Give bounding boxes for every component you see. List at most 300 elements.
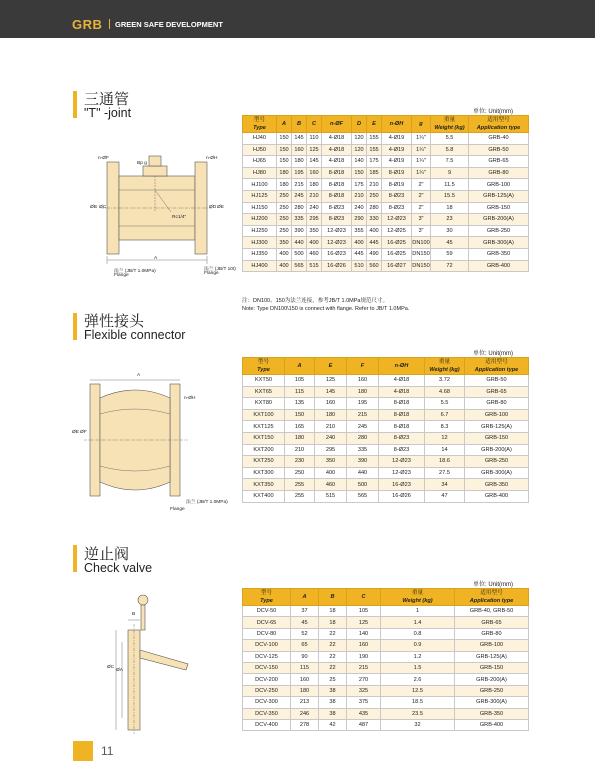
table-cell: KXT125 bbox=[243, 421, 285, 433]
check-label-a: ØA bbox=[116, 668, 123, 673]
table-cell: 3" bbox=[412, 214, 431, 226]
column-header-en: Weight (kg) bbox=[402, 598, 433, 604]
table-cell: GRB-65 bbox=[465, 386, 529, 398]
table-cell: 565 bbox=[347, 490, 379, 502]
table-cell: 335 bbox=[347, 444, 379, 456]
table-header-row bbox=[243, 589, 529, 606]
table-cell: 16-Ø26 bbox=[322, 260, 352, 272]
column-header-en: B bbox=[296, 121, 302, 127]
column-header bbox=[347, 358, 379, 375]
table-cell: 180 bbox=[315, 409, 347, 421]
table-row bbox=[243, 133, 529, 145]
table-cell: 155 bbox=[367, 133, 382, 145]
table-cell: KXT400 bbox=[243, 490, 285, 502]
table-cell: 390 bbox=[347, 456, 379, 468]
brand-logo: GRB bbox=[72, 17, 103, 32]
table-cell: 560 bbox=[367, 260, 382, 272]
table-cell: 4-Ø18 bbox=[379, 375, 425, 387]
table-cell: 355 bbox=[352, 225, 367, 237]
table-cell: GRB-150 bbox=[455, 662, 529, 673]
table-cell: 215 bbox=[347, 662, 381, 673]
table-cell: 42 bbox=[319, 719, 347, 730]
table-row bbox=[243, 421, 529, 433]
table-row bbox=[243, 651, 529, 662]
table-cell: 160 bbox=[315, 398, 347, 410]
table-cell: GRB-150 bbox=[469, 202, 529, 214]
table-cell: DCV-200 bbox=[243, 674, 291, 685]
table-cell: 105 bbox=[347, 606, 381, 617]
table-cell: 15.5 bbox=[431, 190, 469, 202]
table-cell: 5.8 bbox=[431, 144, 469, 156]
table-cell: DCV-65 bbox=[243, 617, 291, 628]
table-cell: 120 bbox=[352, 133, 367, 145]
table-cell: 210 bbox=[315, 421, 347, 433]
column-header bbox=[277, 116, 292, 133]
table-cell: 65 bbox=[291, 640, 319, 651]
table-cell: DCV-400 bbox=[243, 719, 291, 730]
table-cell: HJ150 bbox=[243, 202, 277, 214]
table-cell: 22 bbox=[319, 628, 347, 639]
column-header bbox=[307, 116, 322, 133]
table-cell: GRB-40 bbox=[469, 133, 529, 145]
table-cell: KXT200 bbox=[243, 444, 285, 456]
column-header bbox=[315, 358, 347, 375]
flexible-spec-table bbox=[242, 357, 529, 503]
table-cell: 245 bbox=[292, 190, 307, 202]
column-header bbox=[382, 116, 412, 133]
table-cell: 3" bbox=[412, 225, 431, 237]
check-valve-drawing bbox=[88, 590, 198, 735]
tjoint-label-flange1: 法兰 (JB/T 1.0MPa) bbox=[114, 269, 156, 274]
table-cell: 0.8 bbox=[381, 628, 455, 639]
table-row bbox=[243, 375, 529, 387]
table-cell: 400 bbox=[367, 225, 382, 237]
table-cell: 510 bbox=[352, 260, 367, 272]
table-cell: KXT50 bbox=[243, 375, 285, 387]
table-cell: 12-Ø23 bbox=[379, 456, 425, 468]
table-cell: 250 bbox=[277, 214, 292, 226]
table-cell: 180 bbox=[292, 156, 307, 168]
table-cell: 145 bbox=[307, 156, 322, 168]
table-cell: 140 bbox=[352, 156, 367, 168]
column-header bbox=[285, 358, 315, 375]
column-header-en: C bbox=[311, 121, 317, 127]
table-cell: 5.5 bbox=[425, 398, 465, 410]
column-header bbox=[243, 358, 285, 375]
table-row bbox=[243, 617, 529, 628]
table-cell: 213 bbox=[291, 697, 319, 708]
table-cell: HJ400 bbox=[243, 260, 277, 272]
section-title-cn-tjoint: 三通管 bbox=[84, 90, 130, 108]
tjoint-spec-table bbox=[242, 115, 529, 272]
table-cell: 150 bbox=[352, 167, 367, 179]
table-cell: 16-Ø27 bbox=[382, 260, 412, 272]
table-cell: 215 bbox=[292, 179, 307, 191]
section-marker-flexible bbox=[73, 313, 77, 340]
table-cell: DCV-80 bbox=[243, 628, 291, 639]
table-cell: 22 bbox=[319, 662, 347, 673]
table-cell: 250 bbox=[367, 190, 382, 202]
tjoint-label-b: ØB bbox=[90, 205, 97, 210]
column-header bbox=[319, 589, 347, 606]
table-cell: 8-Ø23 bbox=[322, 214, 352, 226]
table-row bbox=[243, 214, 529, 226]
table-cell: HJ300 bbox=[243, 237, 277, 249]
table-cell: 500 bbox=[292, 248, 307, 260]
table-cell: KXT80 bbox=[243, 398, 285, 410]
table-cell: 500 bbox=[347, 479, 379, 491]
table-cell: 9 bbox=[431, 167, 469, 179]
table-cell: 145 bbox=[315, 386, 347, 398]
table-cell: GRB-250 bbox=[455, 685, 529, 696]
table-cell: 45 bbox=[291, 617, 319, 628]
table-cell: 12-Ø23 bbox=[322, 237, 352, 249]
table-cell: DCV-250 bbox=[243, 685, 291, 696]
table-cell: 6.7 bbox=[425, 409, 465, 421]
table-row bbox=[243, 202, 529, 214]
table-cell: 180 bbox=[285, 432, 315, 444]
table-cell: 125 bbox=[347, 617, 381, 628]
table-cell: 240 bbox=[352, 202, 367, 214]
table-row bbox=[243, 179, 529, 191]
table-cell: 45 bbox=[431, 237, 469, 249]
table-cell: 37 bbox=[291, 606, 319, 617]
table-row bbox=[243, 432, 529, 444]
column-header-cn: 型号 bbox=[260, 590, 273, 596]
table-cell: KXT65 bbox=[243, 386, 285, 398]
table-cell: 2" bbox=[412, 190, 431, 202]
column-header-en: g bbox=[419, 121, 423, 127]
table-cell: 190 bbox=[347, 651, 381, 662]
table-cell: 23.5 bbox=[381, 708, 455, 719]
check-unit: 单位: Unit(mm) bbox=[473, 582, 513, 588]
table-cell: 38 bbox=[319, 708, 347, 719]
table-cell: 250 bbox=[277, 225, 292, 237]
column-header-en: D bbox=[356, 121, 362, 127]
table-cell: 440 bbox=[347, 467, 379, 479]
table-cell: 22 bbox=[319, 640, 347, 651]
table-cell: 210 bbox=[367, 179, 382, 191]
brand-slogan: GREEN SAFE DEVELOPMENT bbox=[115, 20, 223, 29]
table-cell: HJ125 bbox=[243, 190, 277, 202]
table-cell: 350 bbox=[315, 456, 347, 468]
column-header bbox=[347, 589, 381, 606]
table-cell: 185 bbox=[367, 167, 382, 179]
table-cell: 8-Ø18 bbox=[379, 409, 425, 421]
table-cell: 445 bbox=[367, 237, 382, 249]
column-header-en: Type bbox=[253, 125, 266, 131]
table-header-row bbox=[243, 116, 529, 133]
table-cell: 278 bbox=[291, 719, 319, 730]
table-cell: DCV-125 bbox=[243, 651, 291, 662]
table-cell: 487 bbox=[347, 719, 381, 730]
table-cell: GRB-250 bbox=[469, 225, 529, 237]
table-cell: DN150 bbox=[412, 260, 431, 272]
column-header-en: Application type bbox=[469, 598, 514, 604]
flexible-label-f: ØF bbox=[80, 430, 87, 435]
table-cell: DCV-100 bbox=[243, 640, 291, 651]
table-row bbox=[243, 490, 529, 502]
table-header-row bbox=[243, 358, 529, 375]
table-cell: 125 bbox=[315, 375, 347, 387]
column-header bbox=[455, 589, 529, 606]
table-row bbox=[243, 156, 529, 168]
tjoint-label-nf: n-ØF bbox=[98, 156, 109, 161]
table-row bbox=[243, 409, 529, 421]
table-cell: 140 bbox=[347, 628, 381, 639]
table-cell: GRB-300(A) bbox=[469, 237, 529, 249]
check-spec-table bbox=[242, 588, 529, 731]
column-header-en: E bbox=[328, 363, 333, 369]
table-cell: 515 bbox=[307, 260, 322, 272]
table-cell: DN100 bbox=[412, 237, 431, 249]
table-cell: 34 bbox=[425, 479, 465, 491]
section-title-en-check: Check valve bbox=[84, 561, 153, 575]
table-cell: 115 bbox=[291, 662, 319, 673]
table-row bbox=[243, 467, 529, 479]
table-cell: 375 bbox=[347, 697, 381, 708]
table-cell: 400 bbox=[315, 467, 347, 479]
tjoint-label-flange2-en: Flange bbox=[204, 271, 219, 276]
table-cell: 30 bbox=[431, 225, 469, 237]
table-cell: 150 bbox=[277, 144, 292, 156]
tjoint-unit: 单位: Unit(mm) bbox=[473, 109, 513, 115]
table-cell: 1 bbox=[381, 606, 455, 617]
table-cell: 4-Ø18 bbox=[379, 386, 425, 398]
table-cell: 110 bbox=[307, 133, 322, 145]
table-cell: GRB-250 bbox=[465, 456, 529, 468]
table-cell: 250 bbox=[277, 190, 292, 202]
table-cell: 195 bbox=[292, 167, 307, 179]
table-cell: GRB-400 bbox=[465, 490, 529, 502]
section-title-en-tjoint: "T" -joint bbox=[84, 106, 132, 120]
table-cell: 18 bbox=[319, 606, 347, 617]
tjoint-label-nh: n-ØH bbox=[206, 156, 218, 161]
table-cell: 240 bbox=[315, 432, 347, 444]
column-header-en: A bbox=[302, 594, 307, 600]
header-bar bbox=[0, 0, 595, 38]
table-cell: 4-Ø18 bbox=[322, 156, 352, 168]
table-cell: 295 bbox=[307, 214, 322, 226]
table-cell: 27.5 bbox=[425, 467, 465, 479]
table-cell: 12-Ø25 bbox=[382, 225, 412, 237]
table-cell: 150 bbox=[285, 409, 315, 421]
column-header-en: Type bbox=[260, 598, 273, 604]
column-header bbox=[322, 116, 352, 133]
table-cell: DN150 bbox=[412, 248, 431, 260]
table-cell: 4-Ø18 bbox=[322, 133, 352, 145]
tjoint-label-a: A bbox=[154, 256, 158, 261]
column-header-en: Weight (kg) bbox=[434, 125, 465, 131]
table-cell: 280 bbox=[367, 202, 382, 214]
table-cell: 12-Ø23 bbox=[382, 214, 412, 226]
table-cell: HJ80 bbox=[243, 167, 277, 179]
table-cell: 565 bbox=[292, 260, 307, 272]
table-cell: 400 bbox=[307, 237, 322, 249]
table-cell: 18 bbox=[431, 202, 469, 214]
table-cell: 440 bbox=[292, 237, 307, 249]
column-header-en: n-ØH bbox=[389, 121, 404, 127]
table-cell: 160 bbox=[291, 674, 319, 685]
column-header-cn: 重量 bbox=[411, 590, 424, 596]
table-row bbox=[243, 225, 529, 237]
table-cell: 1¼" bbox=[412, 133, 431, 145]
flexible-label-a: A bbox=[137, 373, 141, 378]
table-cell: KXT300 bbox=[243, 467, 285, 479]
table-cell: 1.4 bbox=[381, 617, 455, 628]
table-cell: 490 bbox=[367, 248, 382, 260]
table-cell: 135 bbox=[285, 398, 315, 410]
table-cell: GRB-65 bbox=[469, 156, 529, 168]
column-header-cn: 型号 bbox=[253, 117, 266, 123]
tjoint-drawing bbox=[93, 150, 223, 270]
table-cell: 4-Ø19 bbox=[382, 133, 412, 145]
table-cell: 515 bbox=[315, 490, 347, 502]
table-cell: GRB-300(A) bbox=[455, 697, 529, 708]
column-header bbox=[243, 589, 291, 606]
table-cell: 8-Ø19 bbox=[382, 167, 412, 179]
column-header bbox=[367, 116, 382, 133]
table-cell: 175 bbox=[352, 179, 367, 191]
table-cell: 18.6 bbox=[425, 456, 465, 468]
table-cell: KXT100 bbox=[243, 409, 285, 421]
column-header bbox=[469, 116, 529, 133]
table-cell: 8.3 bbox=[425, 421, 465, 433]
section-marker-check bbox=[73, 545, 77, 572]
column-header-cn: 适用型号 bbox=[485, 359, 508, 365]
table-cell: KXT250 bbox=[243, 456, 285, 468]
table-cell: 460 bbox=[315, 479, 347, 491]
table-cell: 250 bbox=[285, 467, 315, 479]
table-cell: 59 bbox=[431, 248, 469, 260]
table-cell: 2.6 bbox=[381, 674, 455, 685]
table-row bbox=[243, 674, 529, 685]
column-header-en: Weight (kg) bbox=[429, 367, 460, 373]
table-cell: 246 bbox=[291, 708, 319, 719]
table-cell: 8-Ø23 bbox=[382, 202, 412, 214]
table-cell: 38 bbox=[319, 685, 347, 696]
table-cell: 120 bbox=[352, 144, 367, 156]
tjoint-label-e: ØE bbox=[217, 205, 224, 210]
table-cell: DCV-50 bbox=[243, 606, 291, 617]
column-header bbox=[465, 358, 529, 375]
flexible-label-e: ØE bbox=[72, 430, 79, 435]
table-cell: GRB-200(A) bbox=[465, 444, 529, 456]
check-label-b: B bbox=[132, 612, 136, 617]
table-cell: KXT150 bbox=[243, 432, 285, 444]
column-header bbox=[379, 358, 425, 375]
column-header-en: E bbox=[372, 121, 376, 127]
page-number: 11 bbox=[101, 744, 114, 758]
table-row bbox=[243, 479, 529, 491]
column-header-en: C bbox=[361, 594, 366, 600]
table-cell: HJ250 bbox=[243, 225, 277, 237]
table-row bbox=[243, 606, 529, 617]
table-cell: 8-Ø23 bbox=[382, 190, 412, 202]
table-cell: 325 bbox=[347, 685, 381, 696]
column-header bbox=[381, 589, 455, 606]
table-cell: 350 bbox=[307, 225, 322, 237]
table-cell: 180 bbox=[307, 179, 322, 191]
table-cell: 210 bbox=[285, 444, 315, 456]
table-row bbox=[243, 640, 529, 651]
flexible-label-flange: 法兰 (JB/T 1.0MPa) bbox=[186, 500, 228, 505]
section-title-en-flexible: Flexible connector bbox=[84, 328, 186, 342]
table-cell: 5.5 bbox=[431, 133, 469, 145]
table-cell: 25 bbox=[319, 674, 347, 685]
table-cell: 180 bbox=[277, 167, 292, 179]
column-header-cn: 型号 bbox=[257, 359, 270, 365]
table-cell: 445 bbox=[352, 248, 367, 260]
table-cell: 1¼" bbox=[412, 156, 431, 168]
table-cell: 16-Ø23 bbox=[322, 248, 352, 260]
table-cell: 8-Ø18 bbox=[322, 190, 352, 202]
table-cell: 8-Ø18 bbox=[322, 179, 352, 191]
table-cell: 280 bbox=[292, 202, 307, 214]
column-header-en: Type bbox=[257, 367, 270, 373]
footer-logo-icon bbox=[73, 741, 93, 761]
table-cell: 12-Ø23 bbox=[322, 225, 352, 237]
table-cell: KXT350 bbox=[243, 479, 285, 491]
table-cell: 72 bbox=[431, 260, 469, 272]
table-cell: 255 bbox=[285, 479, 315, 491]
table-row bbox=[243, 190, 529, 202]
table-cell: 8-Ø18 bbox=[379, 421, 425, 433]
table-cell: GRB-50 bbox=[469, 144, 529, 156]
table-cell: 295 bbox=[315, 444, 347, 456]
column-header-cn: 重量 bbox=[443, 117, 456, 123]
table-cell: 330 bbox=[367, 214, 382, 226]
table-cell: 400 bbox=[277, 260, 292, 272]
table-cell: GRB-350 bbox=[465, 479, 529, 491]
table-cell: 8-Ø23 bbox=[379, 432, 425, 444]
table-cell: 195 bbox=[347, 398, 379, 410]
table-cell: 12.5 bbox=[381, 685, 455, 696]
table-cell: 16-Ø25 bbox=[382, 237, 412, 249]
table-cell: 180 bbox=[277, 179, 292, 191]
table-cell: 460 bbox=[307, 248, 322, 260]
table-cell: 250 bbox=[277, 202, 292, 214]
tjoint-label-c: ØC bbox=[99, 205, 107, 210]
table-row bbox=[243, 685, 529, 696]
flexible-unit: 单位: Unit(mm) bbox=[473, 351, 513, 357]
table-row bbox=[243, 719, 529, 730]
table-cell: 16-Ø25 bbox=[382, 248, 412, 260]
table-cell: 155 bbox=[367, 144, 382, 156]
table-cell: 8-Ø23 bbox=[322, 202, 352, 214]
table-cell: 16-Ø26 bbox=[379, 490, 425, 502]
table-cell: 1¼" bbox=[412, 167, 431, 179]
flexible-label-nh: n-ØH bbox=[184, 396, 196, 401]
table-row bbox=[243, 456, 529, 468]
table-cell: DCV-350 bbox=[243, 708, 291, 719]
table-cell: 32 bbox=[381, 719, 455, 730]
table-cell: 4-Ø19 bbox=[382, 156, 412, 168]
table-cell: GRB-300(A) bbox=[465, 467, 529, 479]
table-cell: 290 bbox=[352, 214, 367, 226]
table-row bbox=[243, 628, 529, 639]
tjoint-note-cn: 注：DN100、150为法兰连接，参考JB/T 1.0MPa规范尺寸。 bbox=[242, 298, 388, 304]
column-header-en: A bbox=[281, 121, 287, 127]
table-cell: 52 bbox=[291, 628, 319, 639]
column-header-en: n-ØH bbox=[394, 363, 409, 369]
table-cell: GRB-40, GRB-50 bbox=[455, 606, 529, 617]
table-cell: 4.68 bbox=[425, 386, 465, 398]
table-cell: 435 bbox=[347, 708, 381, 719]
table-cell: HJ40 bbox=[243, 133, 277, 145]
check-label-c: ØC bbox=[107, 665, 115, 670]
tjoint-label-rc: Rc1/4" bbox=[172, 215, 187, 220]
